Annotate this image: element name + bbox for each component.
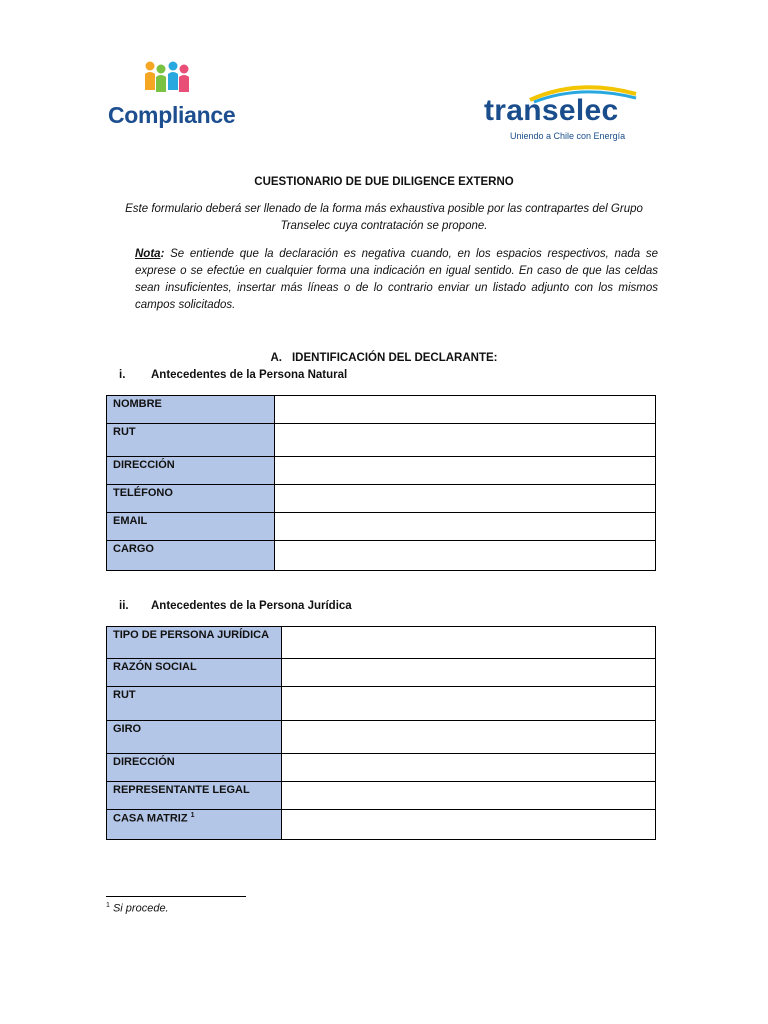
representante-legal-field[interactable] bbox=[282, 782, 656, 810]
subsection-title: Antecedentes de la Persona Natural bbox=[151, 369, 348, 381]
note-paragraph: Nota: Se entiende que la declaración es negativa cuando, en los espacios respectivos, nada se exprese o se efectúe en cualquier forma una indicación en igual sentido. En caso de que las celdas sean insuficientes, insertar más líneas o de lo contrario enviar un listado adjunto con los mismos campos solicitados. bbox=[135, 248, 658, 311]
table-row bbox=[107, 659, 656, 687]
table-row bbox=[107, 754, 656, 782]
casa-matriz-label bbox=[107, 810, 282, 840]
footnote-divider bbox=[106, 896, 246, 897]
field-label: TIPO DE PERSONA JURÍDICA bbox=[107, 627, 282, 659]
table-row bbox=[107, 627, 656, 659]
table-row bbox=[107, 782, 656, 810]
razon-social-field[interactable] bbox=[282, 659, 656, 687]
nombre-field[interactable] bbox=[275, 396, 656, 424]
table-row bbox=[107, 485, 656, 513]
table-row bbox=[107, 810, 656, 840]
field-label: RUT bbox=[107, 687, 282, 721]
rut-field[interactable] bbox=[275, 424, 656, 457]
rut-field[interactable] bbox=[282, 687, 656, 721]
transelec-tagline: Uniendo a Chile con Energía bbox=[510, 131, 626, 141]
persona-natural-table bbox=[106, 395, 656, 571]
field-label: TELÉFONO bbox=[107, 485, 275, 513]
footnote-number: 1 bbox=[106, 902, 110, 909]
subsection-persona-juridica bbox=[119, 600, 519, 616]
field-label: EMAIL bbox=[107, 513, 275, 541]
document-title: CUESTIONARIO DE DUE DILIGENCE EXTERNO bbox=[254, 176, 514, 188]
field-label: CASA MATRIZ bbox=[113, 812, 188, 825]
footnote-ref[interactable]: 1 bbox=[190, 812, 195, 819]
field-label: GIRO bbox=[107, 721, 282, 754]
section-a-prefix: A. bbox=[270, 352, 282, 364]
table-row bbox=[107, 396, 656, 424]
subsection-persona-natural bbox=[119, 369, 519, 385]
field-label: CARGO bbox=[107, 541, 275, 571]
section-a-heading bbox=[0, 352, 768, 364]
table-row bbox=[107, 687, 656, 721]
direccion-field[interactable] bbox=[275, 457, 656, 485]
compliance-wordmark: Compliance bbox=[108, 102, 236, 128]
field-label: RUT bbox=[107, 424, 275, 457]
persona-juridica-table bbox=[106, 626, 656, 840]
compliance-logo bbox=[104, 58, 234, 130]
subsection-number: ii. bbox=[119, 600, 129, 612]
table-row bbox=[107, 721, 656, 754]
tipo-persona-field[interactable] bbox=[282, 627, 656, 659]
note-text: Se entiende que la declaración es negativa cuando, en los espacios respectivos, nada se exprese o se efectúe en cualquier forma una indicación en igual sentido. En caso de que las celdas sean insuficientes, insertar más líneas o de lo contrario enviar un listado adjunto con los mismos campos solicitados. bbox=[135, 248, 658, 311]
field-label: DIRECCIÓN bbox=[107, 457, 275, 485]
direccion-field[interactable] bbox=[282, 754, 656, 782]
table-row bbox=[107, 457, 656, 485]
table-row bbox=[107, 424, 656, 457]
note-label: Nota bbox=[135, 248, 161, 260]
transelec-wordmark: transelec bbox=[484, 94, 619, 127]
table-row bbox=[107, 513, 656, 541]
subsection-title: Antecedentes de la Persona Jurídica bbox=[151, 600, 352, 612]
people-icon bbox=[142, 60, 192, 102]
intro-paragraph: Este formulario deberá ser llenado de la forma más exhaustiva posible por las contrapartes del Grupo Transelec cuya contratación se propone. bbox=[125, 203, 643, 232]
field-label: REPRESENTANTE LEGAL bbox=[107, 782, 282, 810]
field-label: DIRECCIÓN bbox=[107, 754, 282, 782]
casa-matriz-field[interactable] bbox=[282, 810, 656, 840]
footnote-text: Si procede. bbox=[112, 902, 169, 915]
telefono-field[interactable] bbox=[275, 485, 656, 513]
footnote bbox=[106, 902, 169, 915]
email-field[interactable] bbox=[275, 513, 656, 541]
field-label: NOMBRE bbox=[107, 396, 275, 424]
transelec-logo bbox=[480, 82, 660, 146]
table-row bbox=[107, 541, 656, 571]
cargo-field[interactable] bbox=[275, 541, 656, 571]
field-label: RAZÓN SOCIAL bbox=[107, 659, 282, 687]
section-a-title: IDENTIFICACIÓN DEL DECLARANTE: bbox=[291, 352, 498, 364]
giro-field[interactable] bbox=[282, 721, 656, 754]
subsection-number: i. bbox=[119, 369, 126, 381]
